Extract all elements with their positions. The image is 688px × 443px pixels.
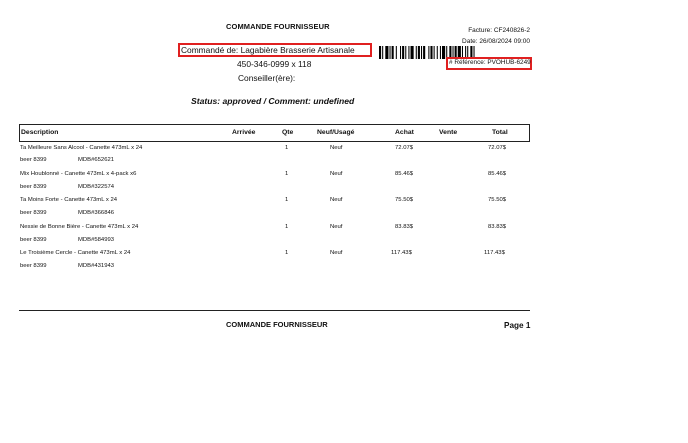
invoice-number: Facture: CF240826-2 xyxy=(468,27,530,34)
row-qty: 1 xyxy=(285,197,289,203)
row-code: beer 8399 xyxy=(20,210,47,216)
column-header-achat: Achat xyxy=(395,129,414,136)
row-qty: 1 xyxy=(285,224,289,230)
row-qty: 1 xyxy=(285,250,289,256)
row-code: beer 8399 xyxy=(20,184,47,190)
row-description: Le Troisième Cercle - Canette 473mL x 24 xyxy=(20,250,131,256)
row-condition: Neuf xyxy=(330,250,343,256)
invoice-date: Date: 26/08/2024 09:00 xyxy=(462,37,530,45)
row-total: 117.43$ xyxy=(484,250,505,256)
row-description: Mix Houblonné - Canette 473mL x 4-pack x6 xyxy=(20,171,137,177)
row-mdb: MDB#366846 xyxy=(78,210,115,216)
footer-title: COMMANDE FOURNISSEUR xyxy=(226,320,328,329)
row-achat: 83.83$ xyxy=(395,224,414,230)
supplier-phone: 450-346-0999 x 118 xyxy=(237,59,312,69)
row-total: 72.07$ xyxy=(488,145,507,151)
row-qty: 1 xyxy=(285,171,289,177)
row-code: beer 8399 xyxy=(20,157,47,163)
status-line: Status: approved / Comment: undefined xyxy=(191,96,355,106)
footer-rule xyxy=(19,310,530,311)
row-condition: Neuf xyxy=(330,197,343,203)
row-mdb: MDB#652621 xyxy=(78,157,115,163)
column-header-condition: Neuf/Usagé xyxy=(317,129,355,136)
advisor-label: Conseiller(ère): xyxy=(238,73,296,83)
row-condition: Neuf xyxy=(330,145,343,151)
row-total: 85.46$ xyxy=(488,171,507,177)
column-header-description: Description xyxy=(21,129,59,136)
row-condition: Neuf xyxy=(330,224,343,230)
row-achat: 85.46$ xyxy=(395,171,414,177)
supplier-name: Commandé de: Lagabière Brasserie Artisanale xyxy=(181,44,355,55)
table-header-rule xyxy=(19,141,530,142)
row-description: Ta Meilleure Sans Alcool - Canette 473mL x 24 xyxy=(20,145,143,151)
row-condition: Neuf xyxy=(330,171,343,177)
document-title: COMMANDE FOURNISSEUR xyxy=(226,22,330,31)
row-achat: 72.07$ xyxy=(395,145,414,151)
row-mdb: MDB#322574 xyxy=(78,184,115,190)
row-total: 83.83$ xyxy=(488,224,507,230)
column-header-arrivee: Arrivée xyxy=(232,129,256,136)
table-header xyxy=(19,124,530,142)
row-code: beer 8399 xyxy=(20,263,47,269)
row-description: Nessie de Bonne Bière - Canette 473mL x 24 xyxy=(20,224,139,230)
column-header-qty: Qte xyxy=(282,129,294,136)
row-code: beer 8399 xyxy=(20,237,47,243)
row-total: 75.50$ xyxy=(488,197,507,203)
column-header-vente: Vente xyxy=(439,129,458,136)
row-achat: 117.43$ xyxy=(391,250,412,256)
row-achat: 75.50$ xyxy=(395,197,414,203)
row-description: Ta Moins Forte - Canette 473mL x 24 xyxy=(20,197,118,203)
page-number: Page 1 xyxy=(504,321,531,330)
column-header-total: Total xyxy=(492,129,508,136)
reference-number: # Référence: PVOHUB-6249 xyxy=(449,58,531,66)
row-qty: 1 xyxy=(285,145,289,151)
row-mdb: MDB#584993 xyxy=(78,237,115,243)
row-mdb: MDB#431943 xyxy=(78,263,115,269)
